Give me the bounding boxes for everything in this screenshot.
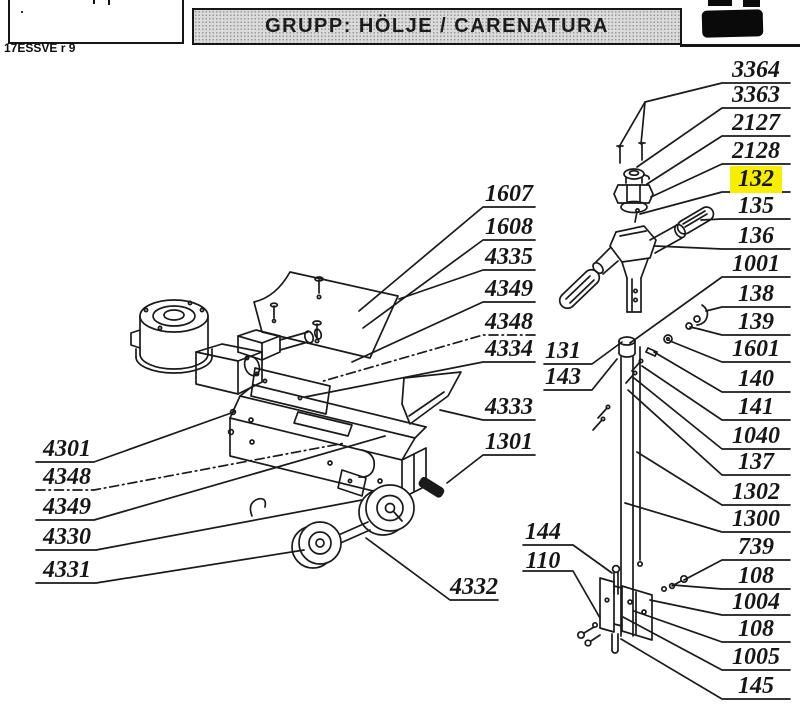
part-label-1040: 1040: [732, 423, 780, 449]
part-label-1005: 1005: [732, 644, 780, 670]
part-label-4348: 4348: [485, 309, 533, 335]
leader-lines: [36, 83, 790, 699]
part-label-4334: 4334: [485, 336, 533, 362]
part-label-136: 136: [738, 223, 774, 249]
part-label-4349: 4349: [485, 276, 533, 302]
part-label-3363: 3363: [732, 82, 780, 108]
leader-line-1301: [447, 455, 535, 483]
part-label-139: 139: [738, 309, 774, 335]
part-label-3364: 3364: [732, 57, 780, 83]
part-label-4331: 4331: [43, 557, 91, 583]
part-label-4333: 4333: [485, 394, 533, 420]
part-label-4301: 4301: [43, 436, 91, 462]
part-label-1001: 1001: [732, 251, 780, 277]
part-label-144: 144: [525, 519, 561, 545]
plunger-collar-drawing: [619, 337, 635, 357]
leader-line-739: [684, 560, 790, 580]
part-label-4332: 4332: [450, 574, 498, 600]
wheel-axle-drawing: [292, 485, 414, 568]
valve-block-drawing: [196, 328, 322, 394]
leader-line-4334: [305, 362, 535, 397]
doc-code: 17ESSVE r 9: [4, 41, 76, 55]
part-label-1608: 1608: [485, 214, 533, 240]
part-label-145: 145: [738, 673, 774, 699]
part-label-132: 132: [730, 166, 782, 193]
part-label-143: 143: [545, 364, 581, 390]
cover-plate-drawing: [254, 272, 398, 358]
part-label-137: 137: [738, 449, 774, 475]
part-label-1300: 1300: [732, 506, 780, 532]
part-label-4348: 4348: [43, 464, 91, 490]
part-label-108: 108: [738, 563, 774, 589]
part-label-1302: 1302: [732, 479, 780, 505]
part-label-135: 135: [738, 193, 774, 219]
page-title: GRUPP: HÖLJE / CARENATURA: [265, 15, 609, 37]
part-label-138: 138: [738, 281, 774, 307]
part-label-4330: 4330: [43, 524, 91, 550]
part-label-1301: 1301: [485, 429, 533, 455]
part-label-131: 131: [545, 338, 581, 364]
pump-drum-drawing: [131, 300, 212, 373]
part-label-108: 108: [738, 616, 774, 642]
part-label-1004: 1004: [732, 589, 780, 615]
part-label-4335: 4335: [485, 244, 533, 270]
leader-line-110: [523, 571, 600, 618]
part-label-1607: 1607: [485, 181, 533, 207]
part-label-110: 110: [525, 548, 561, 574]
handle-tee-drawing: [560, 207, 714, 312]
pin-1301-drawing: [417, 475, 446, 499]
leader-line-135: [701, 219, 790, 220]
release-knob-drawing: [614, 169, 653, 213]
part-label-4349: 4349: [43, 494, 91, 520]
part-label-2128: 2128: [732, 138, 780, 164]
push-plate-drawing: [402, 372, 461, 424]
part-label-1601: 1601: [732, 336, 780, 362]
handle-pins-drawing: [617, 143, 645, 163]
pin-132-drawing: [635, 209, 639, 222]
part-label-2127: 2127: [732, 110, 780, 136]
part-label-739: 739: [738, 534, 774, 560]
part-label-140: 140: [738, 366, 774, 392]
part-label-141: 141: [738, 394, 774, 420]
